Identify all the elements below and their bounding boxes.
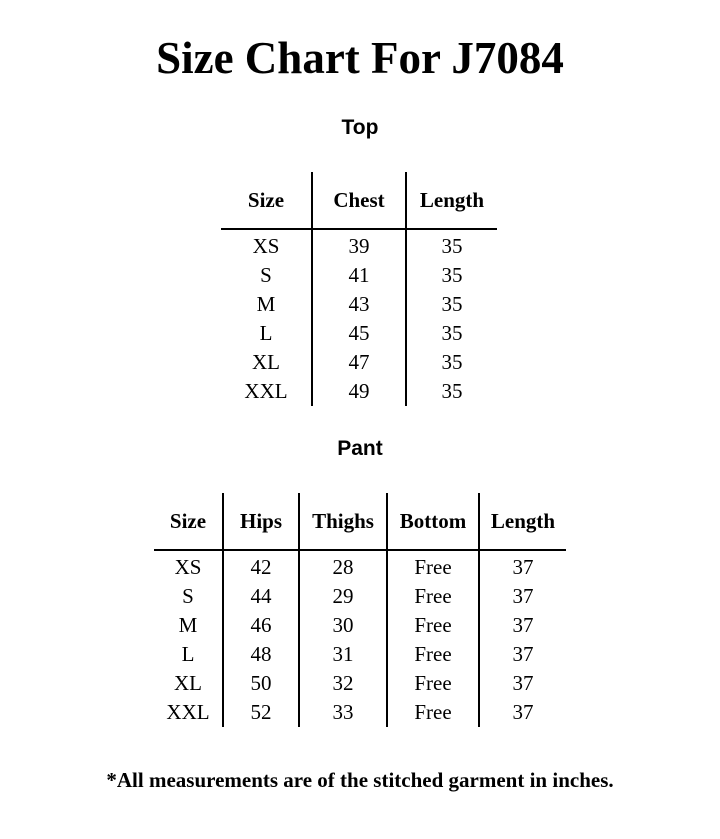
table-cell: 41 bbox=[312, 261, 406, 290]
table-cell: 43 bbox=[312, 290, 406, 319]
table-cell: Free bbox=[387, 669, 479, 698]
table-cell: 44 bbox=[223, 582, 299, 611]
table-cell: Free bbox=[387, 698, 479, 727]
pant-table-body bbox=[154, 550, 566, 727]
table-row bbox=[221, 229, 497, 261]
table-cell: 37 bbox=[479, 669, 566, 698]
table-cell: S bbox=[182, 584, 194, 608]
column-header-bottom: Bottom bbox=[387, 493, 479, 550]
table-cell: 37 bbox=[479, 698, 566, 727]
pant-section-title: Pant bbox=[337, 437, 383, 460]
table-cell: 35 bbox=[406, 229, 497, 261]
table-row bbox=[154, 582, 566, 611]
table-row bbox=[221, 348, 497, 377]
table-row bbox=[221, 261, 497, 290]
table-row bbox=[221, 290, 497, 319]
table-header-row bbox=[154, 493, 566, 550]
table-cell: 35 bbox=[406, 290, 497, 319]
column-header-size: Size bbox=[221, 172, 312, 229]
page-title: Size Chart For J7084 bbox=[156, 33, 564, 83]
top-size-table bbox=[221, 172, 497, 406]
column-header-thighs: Thighs bbox=[299, 493, 387, 550]
table-cell: Free bbox=[387, 550, 479, 582]
table-cell: 48 bbox=[223, 640, 299, 669]
table-cell: 35 bbox=[406, 377, 497, 406]
column-header-size: Size bbox=[154, 493, 223, 550]
table-cell: 39 bbox=[312, 229, 406, 261]
table-cell: 35 bbox=[406, 319, 497, 348]
top-section-title: Top bbox=[341, 116, 379, 139]
table-cell: 31 bbox=[299, 640, 387, 669]
table-cell: XS bbox=[252, 234, 280, 258]
column-header-hips: Hips bbox=[223, 493, 299, 550]
table-cell: XL bbox=[252, 350, 280, 374]
table-cell: 33 bbox=[299, 698, 387, 727]
table-cell: 37 bbox=[479, 640, 566, 669]
table-row bbox=[154, 698, 566, 727]
table-cell: Free bbox=[387, 582, 479, 611]
table-cell: 35 bbox=[406, 348, 497, 377]
table-cell: Free bbox=[387, 611, 479, 640]
table-cell: 28 bbox=[299, 550, 387, 582]
column-header-length: Length bbox=[479, 493, 566, 550]
table-cell: 29 bbox=[299, 582, 387, 611]
table-cell: 35 bbox=[406, 261, 497, 290]
table-row bbox=[221, 377, 497, 406]
table-cell: 46 bbox=[223, 611, 299, 640]
table-cell: 32 bbox=[299, 669, 387, 698]
table-cell: L bbox=[259, 321, 273, 345]
column-header-length: Length bbox=[406, 172, 497, 229]
table-cell: XS bbox=[174, 555, 202, 579]
measurement-footnote: *All measurements are of the stitched garment in inches. bbox=[106, 768, 614, 792]
table-cell: 45 bbox=[312, 319, 406, 348]
table-cell: XXL bbox=[244, 379, 288, 403]
table-cell: Free bbox=[387, 640, 479, 669]
top-table-body bbox=[221, 229, 497, 406]
table-header-row bbox=[221, 172, 497, 229]
table-cell: 50 bbox=[223, 669, 299, 698]
table-cell: 37 bbox=[479, 582, 566, 611]
pant-size-table bbox=[154, 493, 566, 727]
table-cell: 49 bbox=[312, 377, 406, 406]
table-cell: 52 bbox=[223, 698, 299, 727]
table-cell: XL bbox=[174, 671, 202, 695]
table-cell: 30 bbox=[299, 611, 387, 640]
table-row bbox=[154, 669, 566, 698]
table-cell: 47 bbox=[312, 348, 406, 377]
table-row bbox=[154, 611, 566, 640]
table-row bbox=[154, 640, 566, 669]
table-cell: XXL bbox=[166, 700, 210, 724]
table-row bbox=[221, 319, 497, 348]
column-header-chest: Chest bbox=[312, 172, 406, 229]
table-cell: S bbox=[260, 263, 272, 287]
table-cell: 37 bbox=[479, 611, 566, 640]
table-cell: L bbox=[181, 642, 195, 666]
table-cell: 42 bbox=[223, 550, 299, 582]
table-cell: M bbox=[256, 292, 276, 316]
table-row bbox=[154, 550, 566, 582]
table-cell: M bbox=[178, 613, 198, 637]
table-cell: 37 bbox=[479, 550, 566, 582]
